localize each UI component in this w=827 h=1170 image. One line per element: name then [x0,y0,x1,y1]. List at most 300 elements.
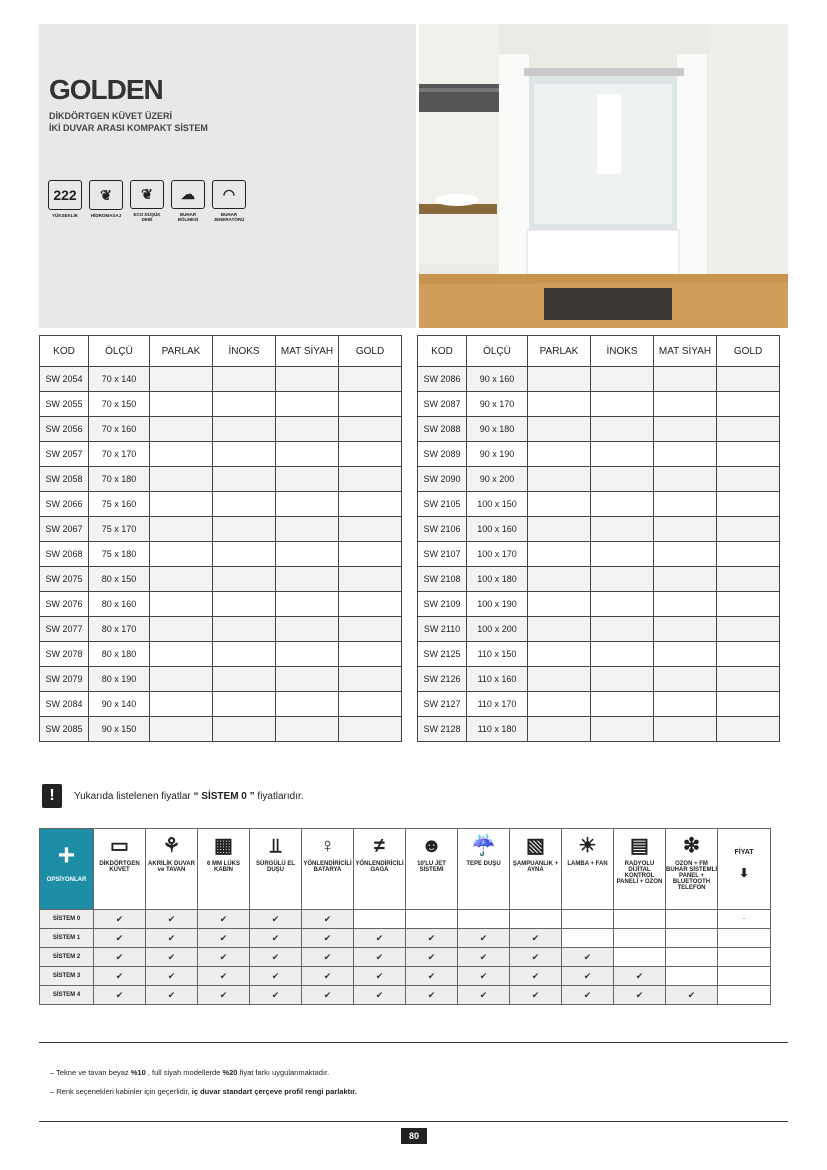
table-row [418,367,780,392]
table-row [418,592,780,617]
product-size: 100 x 180 [467,567,528,592]
finish-cell [528,717,591,742]
finish-cell [528,442,591,467]
table-row [40,417,402,442]
finish-cell [717,367,780,392]
product-size: 100 x 200 [467,617,528,642]
table-row [40,692,402,717]
check-icon: ✔ [250,929,302,948]
option-column [302,829,354,910]
check-icon: ✔ [250,948,302,967]
finish-cell [654,542,717,567]
product-code: SW 2076 [40,592,89,617]
finish-cell [654,692,717,717]
empty-cell [666,910,718,929]
table-row [418,542,780,567]
finish-cell [276,417,339,442]
finish-cell [717,617,780,642]
product-size: 80 x 190 [89,667,150,692]
product-code: SW 2068 [40,542,89,567]
check-icon: ✔ [614,967,666,986]
empty-cell [614,929,666,948]
product-code: SW 2054 [40,367,89,392]
product-size: 75 x 180 [89,542,150,567]
feature-badge [88,180,124,222]
product-size: 90 x 190 [467,442,528,467]
product-code: SW 2079 [40,667,89,692]
finish-cell [213,492,276,517]
product-code: SW 2084 [40,692,89,717]
price-cell [718,948,771,967]
check-icon: ✔ [666,986,718,1005]
product-size: 70 x 180 [89,467,150,492]
finish-cell [717,692,780,717]
finish-cell [591,592,654,617]
finish-cell [339,367,402,392]
product-code: SW 2086 [418,367,467,392]
product-code: SW 2075 [40,567,89,592]
option-column [250,829,302,910]
options-table [39,828,771,1005]
price-cell [718,929,771,948]
product-size: 80 x 170 [89,617,150,642]
system-row [40,948,771,967]
product-size: 110 x 170 [467,692,528,717]
option-label: DİKDÖRTGEN KÜVET [99,861,140,873]
finish-cell [339,717,402,742]
column-header: PARLAK [528,336,591,367]
subtitle-line-1: DİKDÖRTGEN KÜVET ÜZERİ [49,111,173,121]
finish-cell [213,617,276,642]
finish-cell [591,367,654,392]
empty-cell [510,910,562,929]
badge-icon: ◠ [212,180,246,209]
table-row [418,417,780,442]
price-label: FİYAT [734,849,754,856]
product-table-left [39,335,402,742]
finish-cell [276,642,339,667]
table-row [418,392,780,417]
system-name: SİSTEM 2 [40,948,94,967]
finish-cell [654,492,717,517]
finish-cell [654,442,717,467]
product-code: SW 2056 [40,417,89,442]
product-code: SW 2058 [40,467,89,492]
finish-cell [654,592,717,617]
table-row [40,467,402,492]
finish-cell [339,542,402,567]
finish-cell [213,692,276,717]
product-code: SW 2125 [418,642,467,667]
finish-cell [528,667,591,692]
finish-cell [528,417,591,442]
table-row [40,617,402,642]
finish-cell [276,617,339,642]
check-icon: ✔ [458,967,510,986]
product-code: SW 2085 [40,717,89,742]
options-label: OPSİYONLAR [46,877,87,883]
note-prefix: Yukarıda listelenen fiyatlar [74,790,194,802]
finish-cell [150,442,213,467]
table-row [40,367,402,392]
finish-cell [213,542,276,567]
check-icon: ✔ [94,948,146,967]
finish-cell [213,392,276,417]
column-header: İNOKS [213,336,276,367]
price-column [718,829,771,910]
option-icon: ≠ [374,835,385,857]
feature-badge [211,180,247,222]
options-header [40,829,94,910]
finish-cell [150,667,213,692]
product-size: 75 x 170 [89,517,150,542]
check-icon: ✔ [94,967,146,986]
table-row [40,592,402,617]
check-icon: ✔ [250,910,302,929]
page-number: 80 [401,1128,427,1144]
finish-cell [213,467,276,492]
finish-cell [654,717,717,742]
check-icon: ✔ [614,986,666,1005]
finish-cell [276,442,339,467]
product-code: SW 2128 [418,717,467,742]
check-icon: ✔ [458,986,510,1005]
product-size: 100 x 160 [467,517,528,542]
check-icon: ✔ [562,986,614,1005]
empty-cell [666,948,718,967]
finish-cell [717,567,780,592]
table-row [40,717,402,742]
finish-cell [276,717,339,742]
finish-cell [213,417,276,442]
product-size: 110 x 160 [467,667,528,692]
check-icon: ✔ [146,929,198,948]
finish-cell [717,592,780,617]
finish-cell [654,517,717,542]
finish-cell [276,692,339,717]
product-code: SW 2127 [418,692,467,717]
finish-cell [591,517,654,542]
table-row [418,667,780,692]
product-size: 90 x 140 [89,692,150,717]
finish-cell [528,492,591,517]
finish-cell [213,567,276,592]
note-highlight: “ SİSTEM 0 ” [193,790,255,802]
badge-icon: ☁ [171,180,205,209]
option-icon: ▦ [214,835,233,857]
finish-cell [654,642,717,667]
finish-cell [528,392,591,417]
finish-cell [717,542,780,567]
finish-cell [150,367,213,392]
finish-cell [339,492,402,517]
finish-cell [276,467,339,492]
option-icon: ❇ [683,835,700,857]
check-icon: ✔ [94,929,146,948]
option-label: AKRİLİK DUVAR ve TAVAN [148,861,195,873]
finish-cell [150,492,213,517]
badge-label: HİDROMASAJ [90,213,122,218]
finish-cell [717,417,780,442]
badge-icon: ❦ [89,180,123,210]
finish-cell [150,567,213,592]
finish-cell [654,567,717,592]
finish-cell [654,392,717,417]
divider [39,1042,788,1043]
finish-cell [591,417,654,442]
finish-cell [654,667,717,692]
option-column [94,829,146,910]
option-label: RADYOLU DİJİTAL KONTROL PANELİ + OZON [616,861,663,885]
empty-cell [614,910,666,929]
empty-cell [354,910,406,929]
option-label: YÖNLENDİRİCİLİ BATARYA [303,861,352,873]
product-code: SW 2090 [418,467,467,492]
product-code: SW 2106 [418,517,467,542]
check-icon: ✔ [146,986,198,1005]
empty-cell [562,910,614,929]
system-name: SİSTEM 3 [40,967,94,986]
badge-label: ECO DÜŞÜK DEBİ [133,212,161,222]
finish-cell [528,517,591,542]
finish-cell [150,617,213,642]
finish-cell [654,617,717,642]
check-icon: ✔ [562,967,614,986]
product-size: 70 x 140 [89,367,150,392]
finish-cell [528,642,591,667]
finish-cell [528,542,591,567]
finish-cell [150,542,213,567]
arrow-down-icon: ⬇ [738,866,750,880]
system-row [40,910,771,929]
finish-cell [276,492,339,517]
product-size: 110 x 180 [467,717,528,742]
check-icon: ✔ [94,910,146,929]
check-icon: ✔ [406,929,458,948]
check-icon: ✔ [302,948,354,967]
table-row [418,442,780,467]
check-icon: ✔ [510,929,562,948]
option-column [458,829,510,910]
table-row [40,642,402,667]
product-size: 90 x 150 [89,717,150,742]
finish-cell [213,442,276,467]
product-code: SW 2107 [418,542,467,567]
system-row [40,929,771,948]
check-icon: ✔ [562,948,614,967]
product-title: GOLDEN [49,74,163,105]
feature-badge [170,180,206,222]
option-icon: ▧ [526,835,545,857]
finish-cell [150,717,213,742]
empty-cell [666,929,718,948]
finish-cell [213,367,276,392]
check-icon: ✔ [146,948,198,967]
finish-cell [339,692,402,717]
finish-cell [339,517,402,542]
product-size: 100 x 170 [467,542,528,567]
badge-icon: ❦ [130,180,164,209]
finish-cell [528,467,591,492]
product-code: SW 2087 [418,392,467,417]
product-code: SW 2109 [418,592,467,617]
note-suffix: fiyatlarıdır. [254,790,304,802]
system-name: SİSTEM 0 [40,910,94,929]
finish-cell [276,592,339,617]
price-note [42,784,304,808]
check-icon: ✔ [146,910,198,929]
check-icon: ✔ [406,986,458,1005]
finish-cell [276,392,339,417]
finish-cell [339,567,402,592]
product-size: 80 x 160 [89,592,150,617]
warning-icon: ! [42,784,62,808]
footnote-1: – Tekne ve tavan beyaz %10 , full siyah modellerde %20 fiyat farkı uygulanmaktadır. [50,1068,330,1077]
finish-cell [528,592,591,617]
product-table-right [417,335,780,742]
finish-cell [717,392,780,417]
product-code: SW 2078 [40,642,89,667]
finish-cell [717,467,780,492]
finish-cell [654,417,717,442]
product-size: 90 x 160 [467,367,528,392]
column-header: MAT SİYAH [654,336,717,367]
finish-cell [150,592,213,617]
check-icon: ✔ [302,910,354,929]
check-icon: ✔ [302,929,354,948]
check-icon: ✔ [354,986,406,1005]
check-icon: ✔ [406,948,458,967]
option-column [510,829,562,910]
system-row [40,967,771,986]
finish-cell [150,417,213,442]
table-row [418,617,780,642]
empty-cell [666,967,718,986]
price-cell: - [718,910,771,929]
finish-cell [213,592,276,617]
finish-cell [717,642,780,667]
feature-badge [129,180,165,222]
subtitle-line-2: İKİ DUVAR ARASI KOMPAKT SİSTEM [49,123,208,133]
check-icon: ✔ [354,948,406,967]
product-code: SW 2110 [418,617,467,642]
check-icon: ✔ [198,967,250,986]
finish-cell [528,692,591,717]
price-note-text [74,791,304,802]
option-label: LAMBA + FAN [567,861,608,867]
product-code: SW 2105 [418,492,467,517]
finish-cell [276,667,339,692]
check-icon: ✔ [406,967,458,986]
finish-cell [276,517,339,542]
column-header: GOLD [339,336,402,367]
badge-icon: 222 [48,180,82,210]
finish-cell [276,542,339,567]
empty-cell [406,910,458,929]
finish-cell [717,492,780,517]
badge-label: BUHAR JENERATÖRÜ [213,212,245,222]
check-icon: ✔ [354,929,406,948]
finish-cell [591,542,654,567]
system-name: SİSTEM 1 [40,929,94,948]
option-icon: ⫫ [269,835,282,857]
option-icon: ⚘ [162,835,181,857]
check-icon: ✔ [198,929,250,948]
finish-cell [339,667,402,692]
price-cell [718,967,771,986]
option-column [198,829,250,910]
divider [39,1121,788,1122]
column-header: KOD [40,336,89,367]
finish-cell [339,642,402,667]
option-icon: ☀ [578,835,597,857]
option-label: YÖNLENDİRİCİLİ GAGA [355,861,404,873]
finish-cell [591,667,654,692]
option-label: ŞAMPUANLIK + AYNA [512,861,559,873]
check-icon: ✔ [250,967,302,986]
finish-cell [213,717,276,742]
product-size: 90 x 200 [467,467,528,492]
system-name: SİSTEM 4 [40,986,94,1005]
table-row [418,717,780,742]
table-row [418,692,780,717]
product-code: SW 2067 [40,517,89,542]
option-column [614,829,666,910]
option-icon: ♀ [320,835,335,857]
option-column [406,829,458,910]
check-icon: ✔ [146,967,198,986]
product-code: SW 2126 [418,667,467,692]
product-size: 80 x 180 [89,642,150,667]
finish-cell [339,617,402,642]
finish-cell [591,392,654,417]
table-row [418,567,780,592]
finish-cell [339,592,402,617]
option-icon: ▭ [110,835,129,857]
finish-cell [150,517,213,542]
product-code: SW 2066 [40,492,89,517]
product-size: 70 x 150 [89,392,150,417]
finish-cell [150,692,213,717]
finish-cell [654,367,717,392]
footnote-2: – Renk seçenekleri kabinler için geçerlidir, iç duvar standart çerçeve profil rengi parlaktır. [50,1087,357,1096]
finish-cell [591,442,654,467]
table-row [40,517,402,542]
finish-cell [591,692,654,717]
finish-cell [591,717,654,742]
product-size: 100 x 150 [467,492,528,517]
check-icon: ✔ [510,948,562,967]
option-icon: ☔ [471,835,496,857]
product-code: SW 2077 [40,617,89,642]
table-row [418,492,780,517]
badge-label: YÜKSEKLİK [51,213,78,218]
finish-cell [213,642,276,667]
finish-cell [150,392,213,417]
finish-cell [213,667,276,692]
finish-cell [339,417,402,442]
option-column [562,829,614,910]
column-header: MAT SİYAH [276,336,339,367]
product-subtitle [49,110,269,134]
option-column [354,829,406,910]
check-icon: ✔ [510,967,562,986]
hero-panel [39,24,416,328]
option-column [146,829,198,910]
product-size: 90 x 180 [467,417,528,442]
product-size: 80 x 150 [89,567,150,592]
empty-cell [614,948,666,967]
